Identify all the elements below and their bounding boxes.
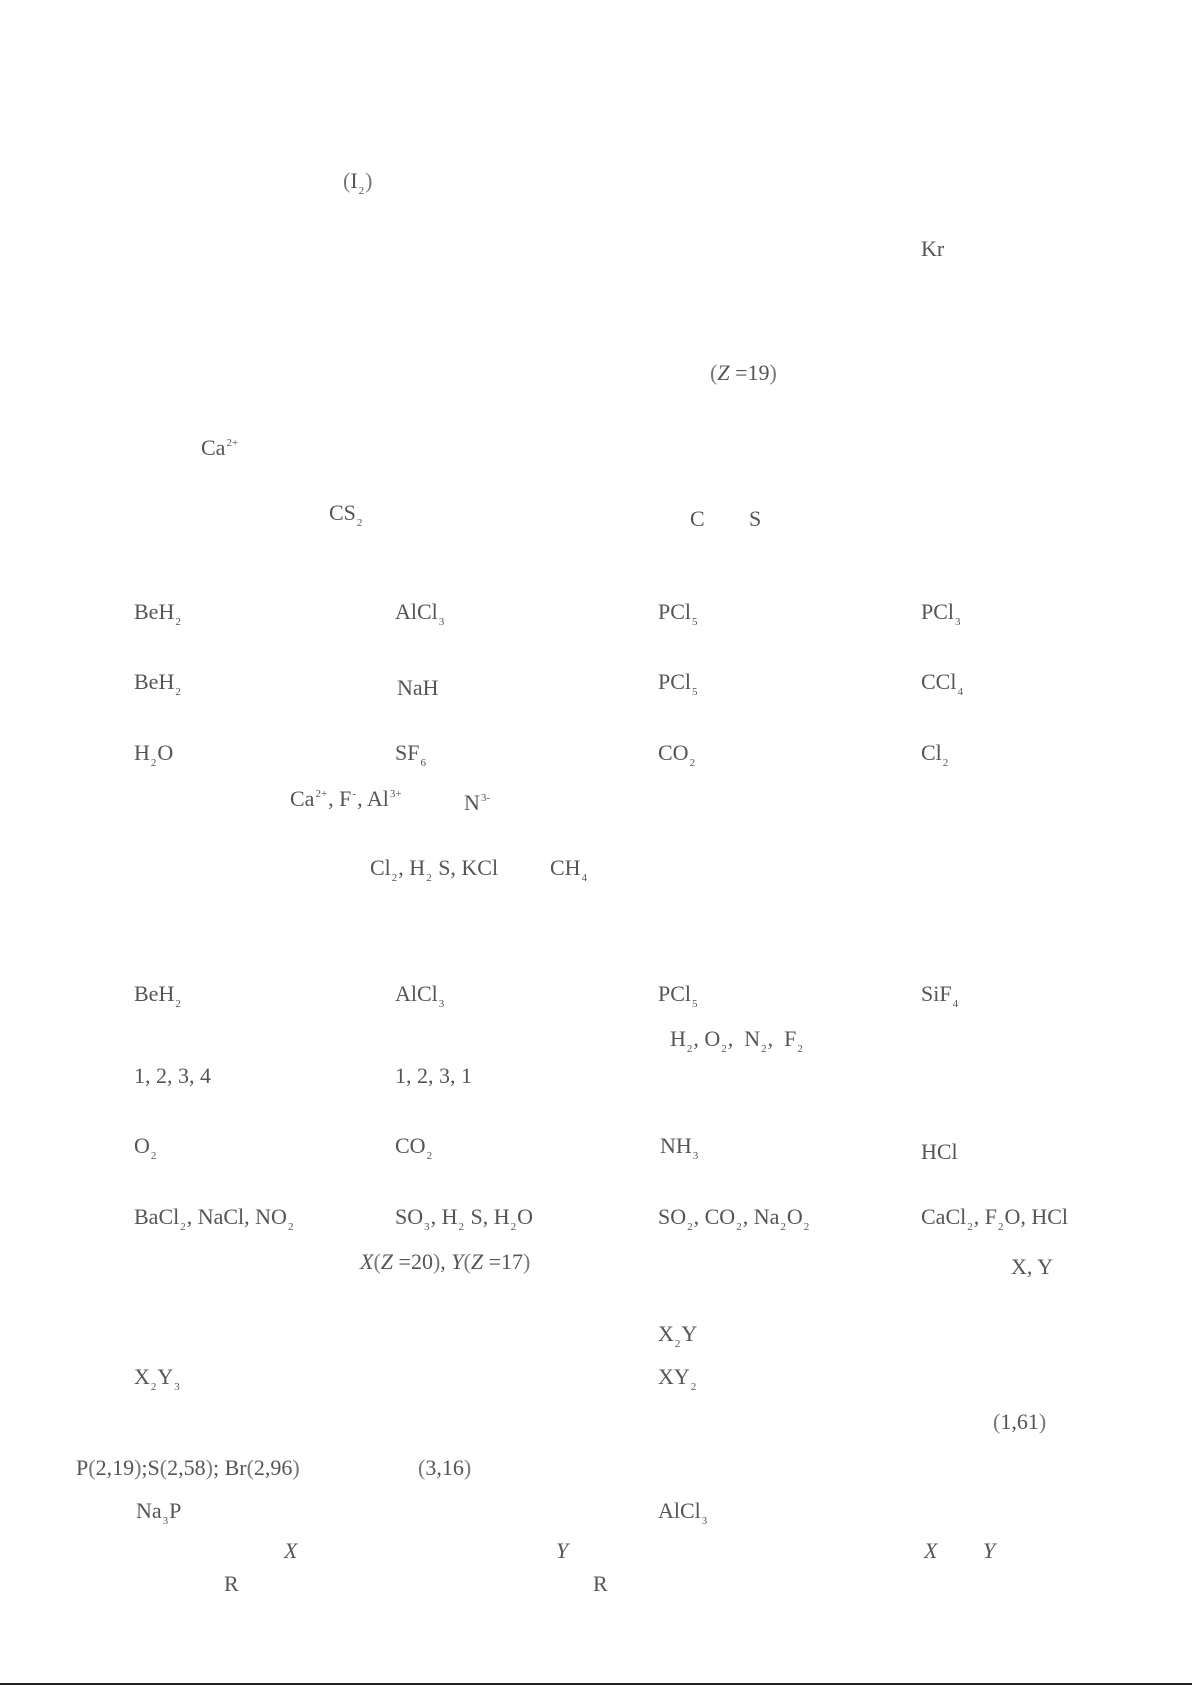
row4-option-a: BeH$_2$: [134, 981, 181, 1010]
sulfur-symbol: S: [749, 506, 762, 531]
xy2-formula: $XY_2$: [658, 1364, 697, 1393]
row4-option-b: AlCl$_3$: [395, 981, 445, 1010]
row4-option-d: SiF$_4$: [921, 981, 959, 1010]
row2-option-a: BeH$_2$: [134, 669, 181, 698]
row3-option-d: $Cl_2$: [921, 740, 949, 769]
row6-option-a: BaCl$_2$, NaCl, $NO_2$: [134, 1204, 294, 1233]
xy-atomic-numbers: X(Z =20), Y(Z =17): [360, 1249, 531, 1274]
row5-option-d: HCl: [921, 1139, 958, 1164]
methane-formula: $CH_4$: [550, 855, 588, 884]
element-coordinates: P(2,19);S(2,58); Br(2,96): [76, 1455, 300, 1480]
row5-option-b: $CO_2$: [395, 1133, 433, 1162]
xy-label: X, Y: [1011, 1254, 1053, 1279]
row3-option-a: $H_2O$: [134, 740, 174, 769]
row2-option-b: NaH: [397, 675, 439, 700]
x2y3-formula: $X_2Y_3$: [134, 1364, 180, 1393]
row5-option-c: $NH_3$: [660, 1133, 699, 1162]
gases-list: $H_2$, $O_2$, $N_2$, $F_2$: [670, 1026, 803, 1055]
row6-option-d: CaCl$_2$, $F_2O$, HCl: [921, 1204, 1069, 1233]
row6-option-b: $SO_3$, $H_2$ S, $H_2O$: [395, 1204, 534, 1233]
ions-list: $Ca^{2+}$, F-, $Al^{3+}$: [290, 786, 402, 811]
coordinate-3-16: (3,16): [418, 1455, 472, 1480]
coordinate-1-61: (1,61): [993, 1409, 1047, 1434]
molecules-list: $Cl_2$, $H_2$ S, KCl: [370, 855, 499, 884]
row5-option-a: $O_2$: [134, 1133, 157, 1162]
element-r-second: R: [593, 1571, 608, 1596]
sequence-b: 1, 2, 3, 1: [395, 1063, 472, 1088]
na3p-formula: $Na_3P$: [136, 1498, 182, 1527]
row1-option-a: BeH$_2$: [134, 599, 181, 628]
row1-option-d: PCl$_3$: [921, 599, 961, 628]
x2y-formula: $X_2Y$: [658, 1321, 698, 1350]
row1-option-b: AlCl$_3$: [395, 599, 445, 628]
element-x: X: [284, 1538, 298, 1563]
element-x-second: X: [924, 1538, 938, 1563]
element-y-second: Y: [983, 1538, 996, 1563]
element-r-first: R: [224, 1571, 239, 1596]
row2-option-c: PCl$_5$: [658, 669, 698, 698]
iodine-formula: $(I_2)$: [343, 168, 373, 197]
row4-option-c: PCl$_5$: [658, 981, 698, 1010]
nitride-ion: $N^{3-}$: [464, 790, 491, 815]
alcl3-formula: AlCl$_3$: [658, 1498, 708, 1527]
row2-option-d: CCl$_4$: [921, 669, 963, 698]
carbon-symbol: C: [690, 506, 705, 531]
cs2-formula: $CS_2$: [329, 500, 363, 529]
krypton-symbol: Kr: [921, 236, 945, 261]
row1-option-c: PCl$_5$: [658, 599, 698, 628]
element-y: Y: [556, 1538, 569, 1563]
sequence-a: 1, 2, 3, 4: [134, 1063, 211, 1088]
row6-option-c: $SO_2$, $CO_2$, $Na_2O_2$: [658, 1204, 810, 1233]
row3-option-c: $CO_2$: [658, 740, 696, 769]
row3-option-b: $SF_6$: [395, 740, 426, 769]
calcium-ion: $Ca^{2+}$: [201, 435, 239, 460]
atomic-number-19: (Z =19): [710, 360, 777, 385]
